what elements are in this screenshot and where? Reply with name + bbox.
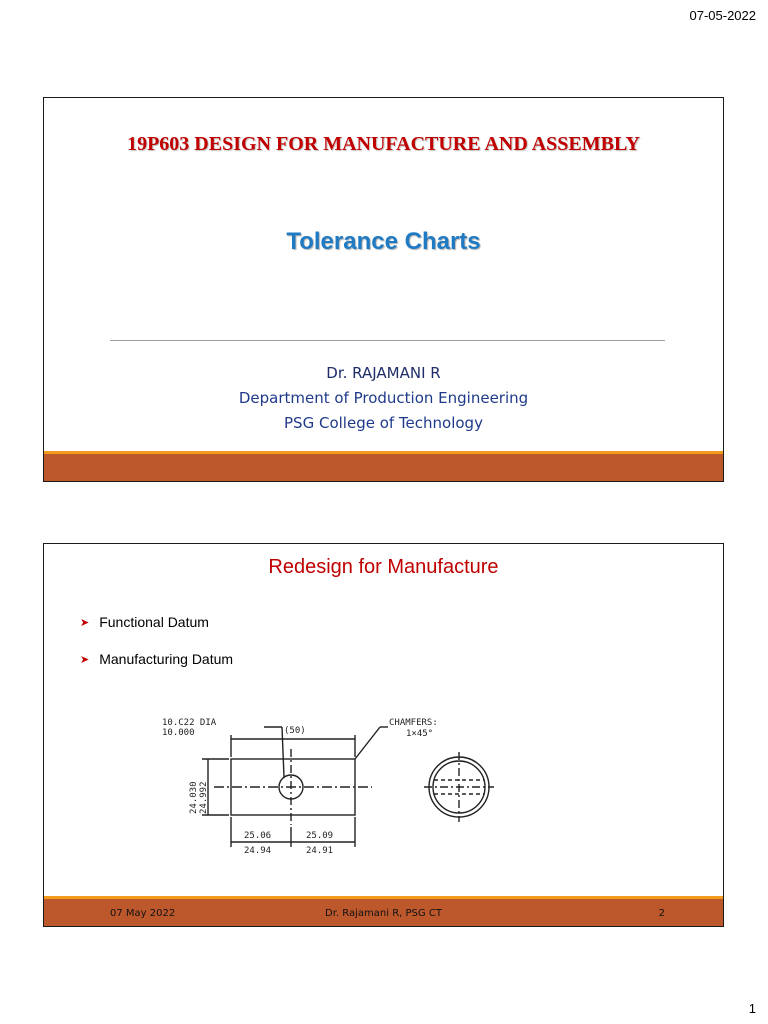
department: Department of Production Engineering (238, 389, 529, 407)
list-item (80, 614, 233, 630)
chamfer-label: CHAMFERS: (389, 718, 438, 728)
author-name: Dr. RAJAMANI R (326, 364, 441, 382)
arrow-bullet-icon: ➤ (80, 653, 90, 666)
left-lower-label: 24.94 (244, 846, 272, 856)
length-ref-label: (50) (284, 726, 306, 736)
arrow-bullet-icon: ➤ (80, 616, 90, 629)
bullet-text: Functional Datum (99, 614, 209, 630)
right-upper-label: 25.09 (306, 831, 334, 841)
slide-1 (43, 97, 724, 482)
chamfer-size-label: 1×45° (406, 729, 434, 739)
slide-title: Redesign for Manufacture (268, 556, 499, 578)
page-number: 1 (748, 1001, 756, 1016)
divider (110, 340, 665, 341)
dia-upper-label: 10.C22 DIA (162, 718, 217, 728)
bullet-text: Manufacturing Datum (99, 651, 234, 667)
college: PSG College of Technology (284, 414, 483, 432)
height-lower-label: 24.992 (199, 781, 209, 814)
footer-slide-number: 2 (658, 908, 665, 919)
bullet-list (80, 614, 233, 688)
slide-2 (43, 543, 724, 927)
technical-drawing (144, 689, 504, 879)
height-upper-label: 24.030 (189, 781, 199, 814)
right-lower-label: 24.91 (306, 846, 334, 856)
footer-date: 07 May 2022 (110, 908, 176, 919)
course-title: 19P603 DESIGN FOR MANUFACTURE AND ASSEMBLY (127, 133, 640, 155)
slide-title: Tolerance Charts (286, 228, 481, 255)
dia-lower-label: 10.000 (162, 728, 195, 738)
header-date: 07-05-2022 (689, 8, 756, 23)
left-upper-label: 25.06 (244, 831, 272, 841)
list-item (80, 651, 233, 667)
footer-author: Dr. Rajamani R, PSG CT (325, 908, 442, 919)
footer-band (44, 454, 723, 481)
